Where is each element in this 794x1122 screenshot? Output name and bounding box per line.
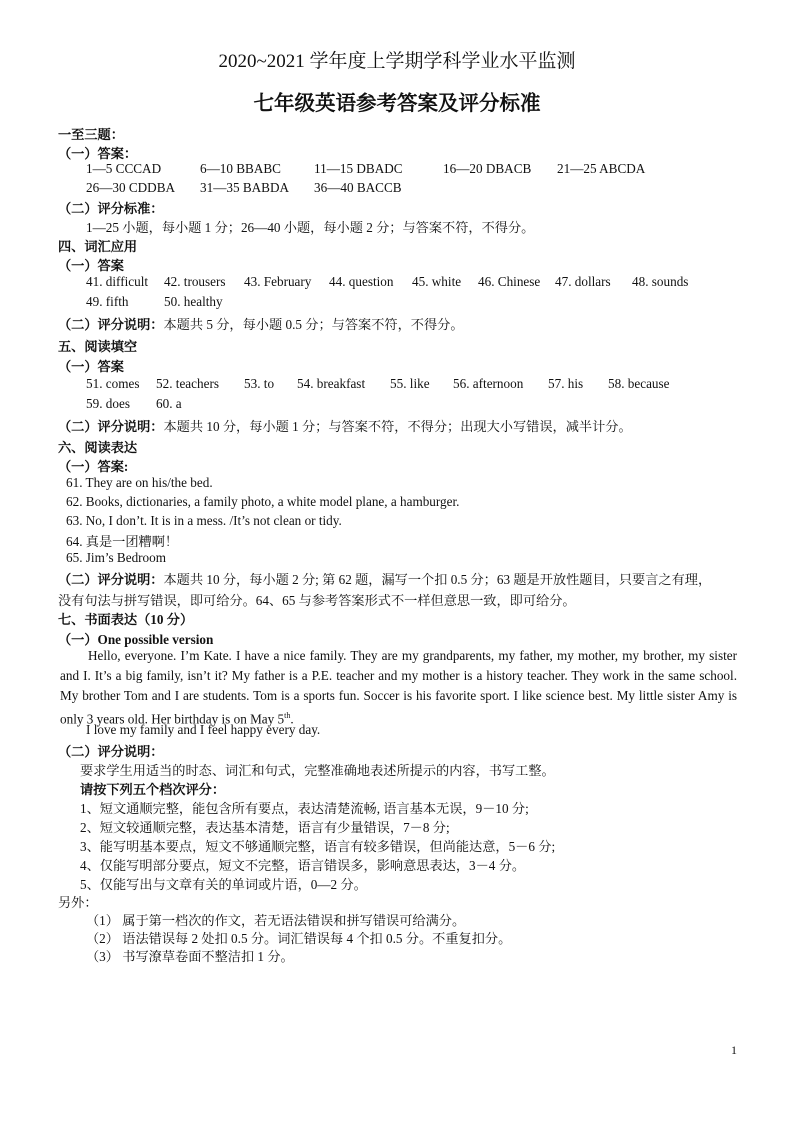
answer-item: 60. a — [156, 396, 182, 411]
answer-item: 41. difficult — [86, 274, 149, 289]
section-1-standard-label: （二）评分标准： — [58, 201, 164, 216]
requirement-text: 要求学生用适当的时态、词汇和句式，完整准确地表述所提示的内容，书写工整。 — [80, 763, 555, 778]
section-1-standard-text: 1—25 小题，每小题 1 分；26—40 小题，每小题 2 分；与答案不符，不得分。 — [86, 220, 535, 235]
section-6-heading: 六、阅读表达 — [58, 440, 138, 455]
answer-item: 44. question — [329, 274, 394, 289]
answer-item: 49. fifth — [86, 294, 129, 309]
answer-item: 47. dollars — [555, 274, 611, 289]
note-text: 本题共 10 分，每小题 1 分；与答案不符，不得分；出现大小写错误，减半计分。 — [163, 419, 632, 434]
answer-item: 57. his — [548, 376, 584, 391]
level-item: 3、能写明基本要点，短文不够通顺完整，语言有较多错误，但尚能达意，5－6 分; — [80, 839, 556, 854]
ordinal-suffix: th — [284, 711, 291, 720]
answer-line: 62. Books, dictionaries, a family photo, a white model plane, a hamburger. — [66, 494, 460, 509]
document-subtitle: 七年级英语参考答案及评分标准 — [253, 93, 541, 115]
answer-item: 54. breakfast — [297, 376, 366, 391]
answer-item: 56. afternoon — [453, 376, 524, 391]
answer-item: 58. because — [608, 376, 670, 391]
answer-line: 65. Jim’s Bedroom — [66, 550, 167, 565]
answer-line: 63. No, I don’t. It is in a mess. /It’s not clean or tidy. — [66, 513, 342, 528]
essay-end: . — [290, 711, 294, 727]
essay-text: Hello, everyone. I’m Kate. I have a nice family. They are my grandparents, my father, my mother, my brother, my sister and I. It’s a big family, isn’t it? My father is a P.E. teacher and my mother is a history teacher. They work in the same school. My brother Tom and I are students. Tom is a sports fun. Soccer is his favorite sport. I like science best. My little sister Amy is only 3 years old. Her birthday is on May 5 — [60, 648, 737, 727]
essay-paragraph — [60, 646, 737, 729]
section-7-heading: 七、书面表达（10 分） — [58, 612, 194, 627]
answer-line: 61. They are on his/the bed. — [66, 475, 213, 490]
section-5-note — [58, 416, 632, 435]
section-4-note — [58, 314, 464, 333]
note-label: （二）评分说明： — [58, 419, 164, 434]
level-item: 5、仅能写出与文章有关的单词或片语，0—2 分。 — [80, 877, 367, 892]
answer-item: 50. healthy — [164, 294, 223, 309]
note-label: （二）评分说明： — [58, 572, 164, 587]
page-number: 1 — [731, 1043, 737, 1057]
answer-group: 26—30 CDDBA — [86, 180, 176, 195]
section-1-heading: 一至三题： — [58, 127, 124, 142]
essay-closing: I love my family and I feel happy every day. — [86, 722, 321, 737]
note-text: 本题共 5 分，每小题 0.5 分；与答案不符，不得分。 — [163, 317, 464, 332]
answer-group: 16—20 DBACB — [443, 161, 532, 176]
section-5-answer-label: （一）答案 — [58, 359, 124, 374]
extra-label: 另外： — [58, 895, 98, 910]
answer-group: 6—10 BBABC — [200, 161, 281, 176]
section-5-heading: 五、阅读填空 — [58, 339, 138, 354]
answer-line: 64. 真是一团糟啊！ — [66, 534, 179, 549]
answer-item: 42. trousers — [164, 274, 226, 289]
section-4-heading: 四、词汇应用 — [58, 239, 138, 254]
level-item: 2、短文较通顺完整，表达基本清楚，语言有少量错误，7－8 分; — [80, 820, 450, 835]
answer-group: 31—35 BABDA — [200, 180, 290, 195]
answer-item: 51. comes — [86, 376, 140, 391]
answer-group: 1—5 CCCAD — [86, 161, 162, 176]
answer-item: 43. February — [244, 274, 312, 289]
answer-group: 21—25 ABCDA — [557, 161, 646, 176]
document-title: 2020~2021 学年度上学期学科学业水平监测 — [218, 51, 576, 72]
answer-item: 52. teachers — [156, 376, 219, 391]
section-6-note-continued: 没有句法与拼写错误，即可给分。64、65 与参考答案形式不一样但意思一致，即可给分。 — [58, 593, 576, 608]
answer-group: 11—15 DBADC — [314, 161, 403, 176]
extra-item: （2） 语法错误每 2 处扣 0.5 分。词汇错误每 4 个扣 0.5 分。不重复扣分。 — [86, 931, 512, 946]
section-1-answer-label: （一）答案： — [58, 146, 138, 161]
levels-label: 请按下列五个档次评分： — [80, 782, 226, 797]
level-item: 1、短文通顺完整，能包含所有要点，表达清楚流畅, 语言基本无误，9－10 分; — [80, 801, 529, 816]
section-6-answer-label: （一）答案: — [58, 459, 129, 474]
answer-item: 48. sounds — [632, 274, 689, 289]
version-label: （一）One possible version — [58, 632, 214, 647]
extra-item: （1） 属于第一档次的作文，若无语法错误和拼写错误可给满分。 — [86, 913, 466, 928]
extra-item: （3） 书写潦草卷面不整洁扣 1 分。 — [86, 949, 294, 964]
section-6-note — [58, 569, 711, 588]
section-4-answer-label: （一）答案 — [58, 258, 124, 273]
answer-item: 45. white — [412, 274, 462, 289]
answer-item: 46. Chinese — [478, 274, 541, 289]
answer-item: 55. like — [390, 376, 430, 391]
section-7-note-label: （二）评分说明： — [58, 744, 164, 759]
note-label: （二）评分说明： — [58, 317, 164, 332]
answer-item: 59. does — [86, 396, 130, 411]
level-item: 4、仅能写明部分要点，短文不完整，语言错误多，影响意思表达，3－4 分。 — [80, 858, 526, 873]
note-text: 本题共 10 分，每小题 2 分; 第 62 题，漏写一个扣 0.5 分；63 题是开放性题目，只要言之有理， — [163, 572, 712, 587]
answer-item: 53. to — [244, 376, 275, 391]
answer-group: 36—40 BACCB — [314, 180, 402, 195]
